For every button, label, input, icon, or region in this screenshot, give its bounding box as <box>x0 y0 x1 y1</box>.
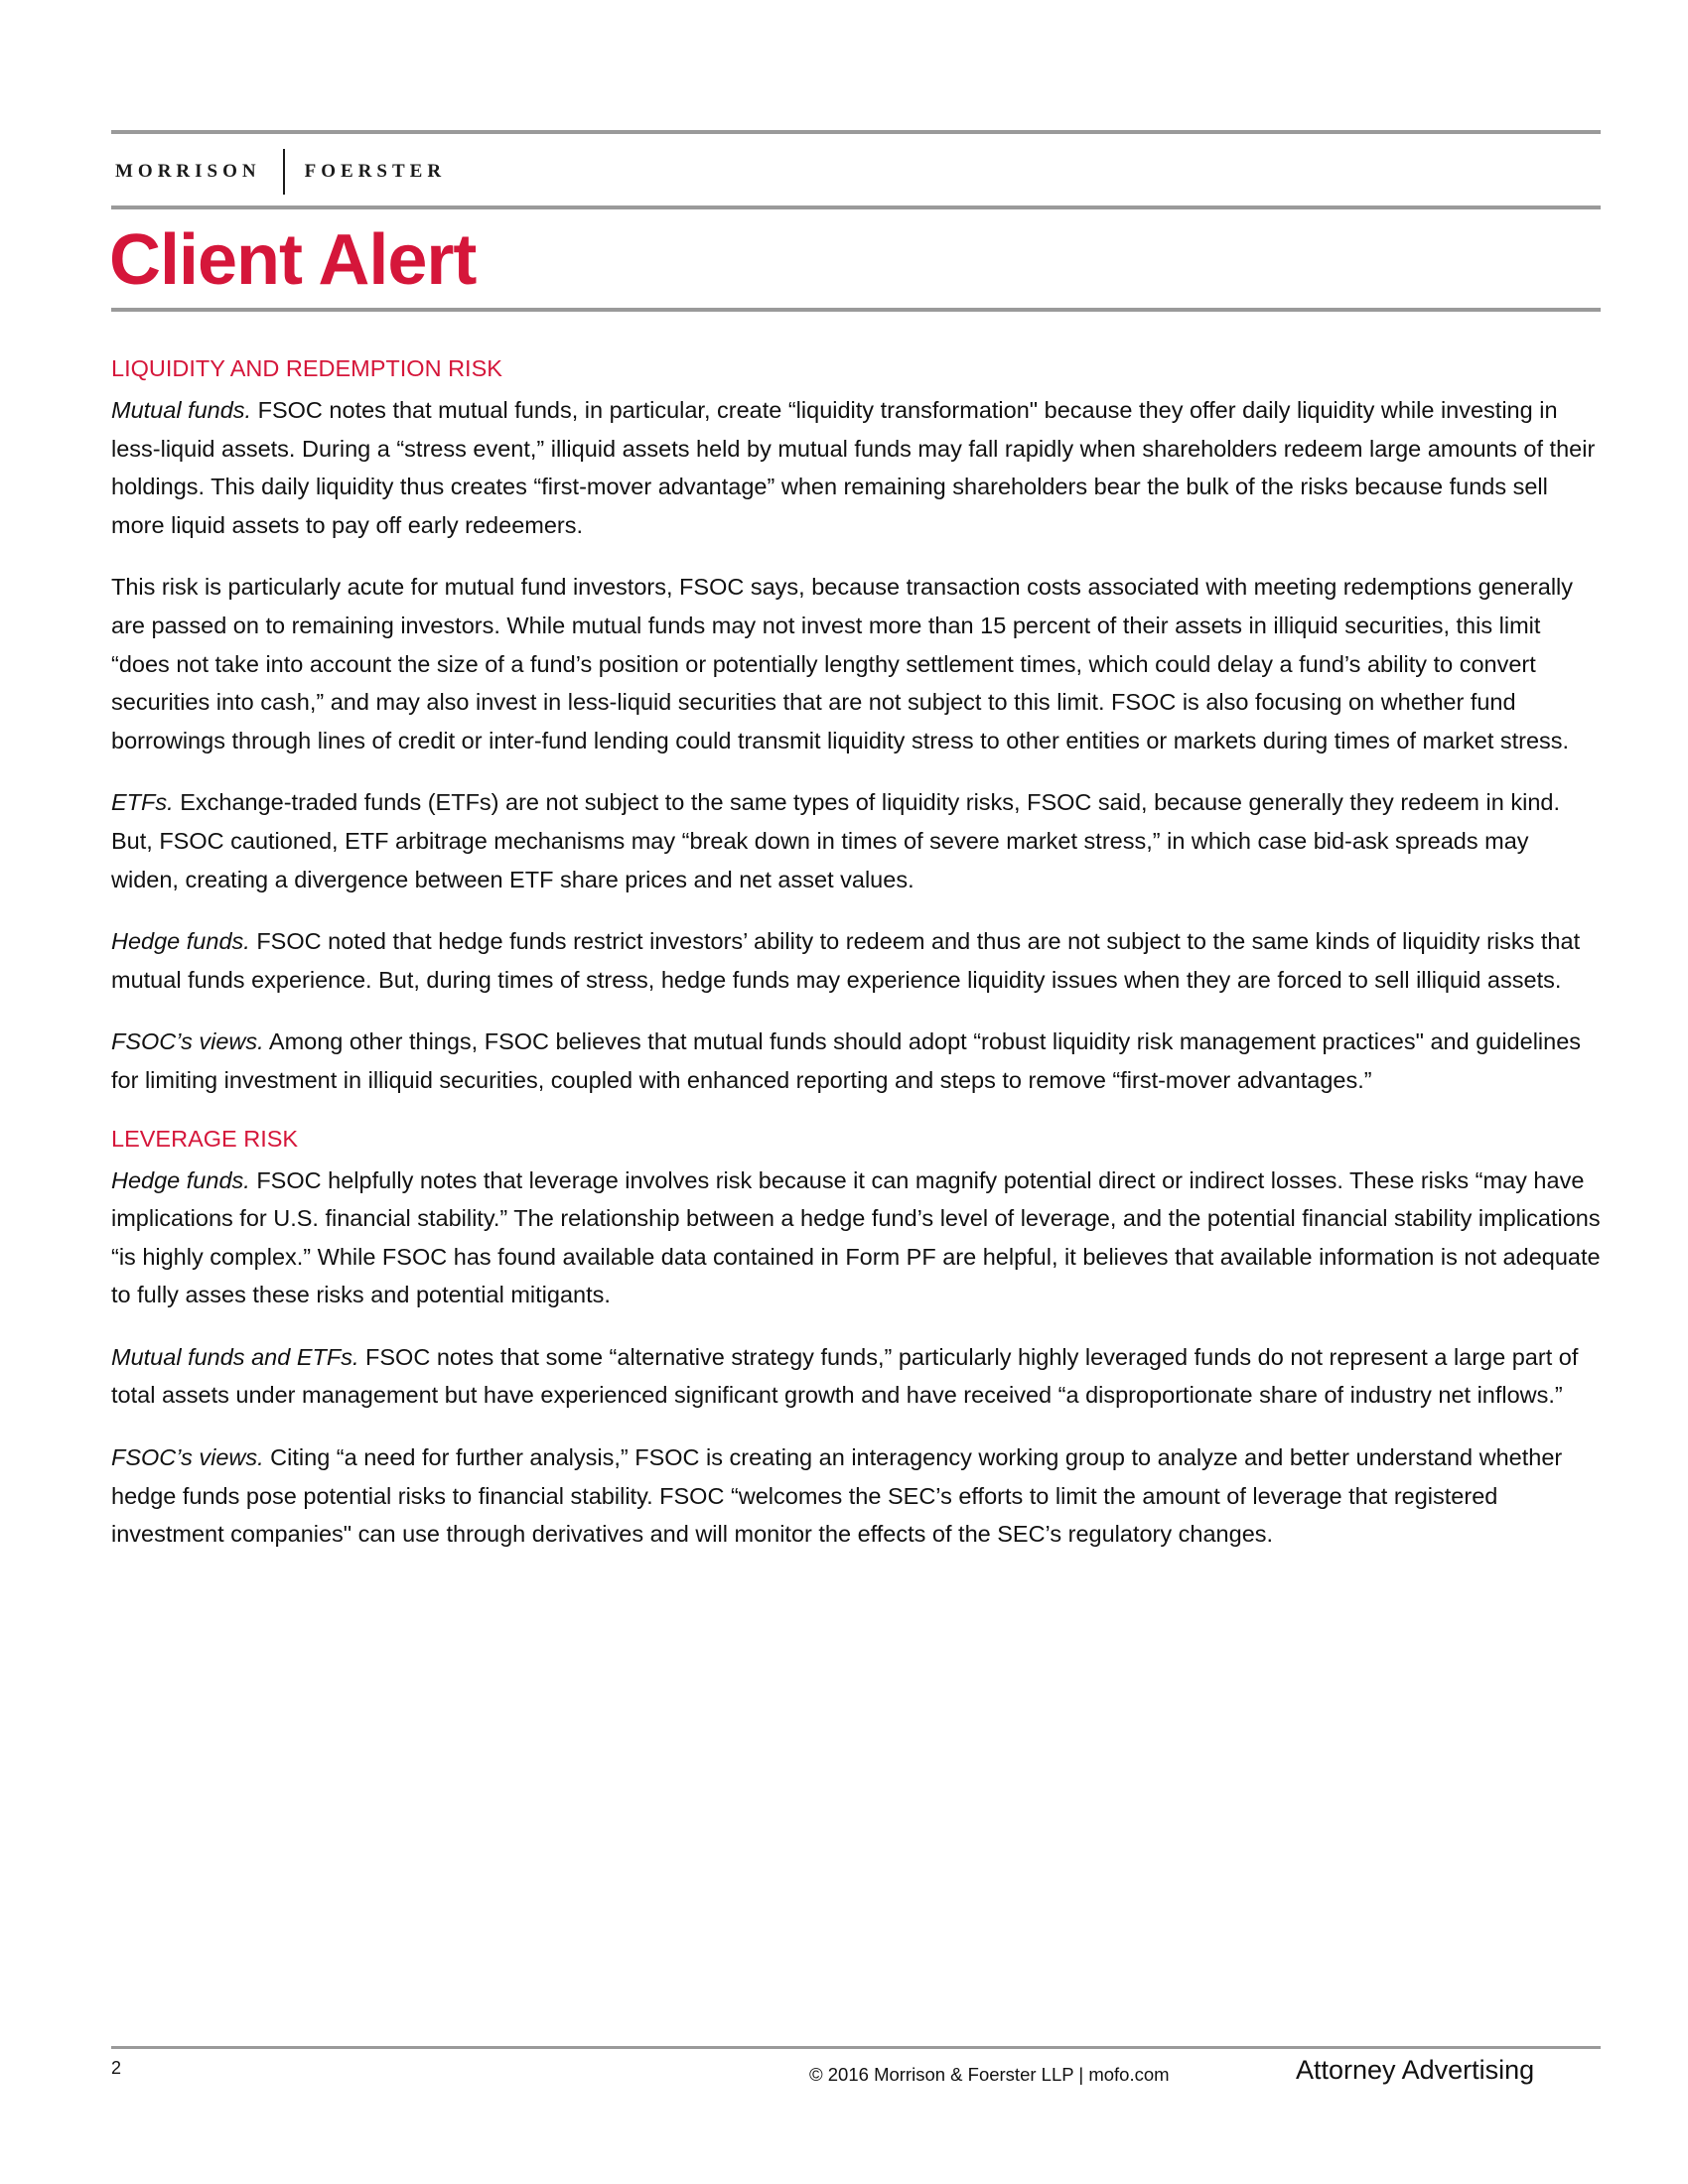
paragraph <box>111 568 1601 759</box>
paragraph-lead: Hedge funds. <box>111 1166 250 1193</box>
paragraph-lead: Mutual funds. <box>111 397 252 423</box>
header-rule-bottom <box>111 308 1601 312</box>
paragraph <box>111 1438 1601 1554</box>
paragraph-lead: ETFs. <box>111 789 174 816</box>
paragraph-text: Exchange-traded funds (ETFs) are not subject to the same types of liquidity risks, FSOC said, because generally they redeem in kind. But, FSOC cautioned, ETF arbitrage mechanisms may “break down in times of severe market stress,” in which case bid-ask spreads may widen, creating a divergence between ETF share prices and net asset values. <box>111 789 1560 892</box>
footer-attorney-advertising: Attorney Advertising <box>1296 2055 1535 2085</box>
logo-morrison: MORRISON <box>115 161 261 182</box>
paragraph-text: Citing “a need for further analysis,” FSOC is creating an interagency working group to analyze and better understand whether hedge funds pose potential risks to financial stability. FSOC “welcomes the SEC’s efforts to limit the amount of leverage that registered investment companies" can use through derivatives and will monitor the effects of the SEC’s regulatory changes. <box>111 1444 1563 1548</box>
footer-copyright: © 2016 Morrison & Foerster LLP | mofo.com <box>809 2064 1170 2085</box>
paragraph <box>111 922 1601 999</box>
paragraph-lead: Hedge funds. <box>111 928 250 955</box>
footer-rule <box>111 2046 1601 2049</box>
paragraph-text: Among other things, FSOC believes that mutual funds should adopt “robust liquidity risk management practices" and guidelines for limiting investment in illiquid securities, coupled with enhanced reporting and steps to remove “first-mover advantages.” <box>111 1028 1582 1093</box>
page-number: 2 <box>111 2058 122 2078</box>
section-heading-liquidity: LIQUIDITY AND REDEMPTION RISK <box>111 355 502 381</box>
paragraph-text: FSOC helpfully notes that leverage involves risk because it can magnify potential direct or indirect losses. These risks “may have implications for U.S. financial stability.” The relationship between a hedge fund’s level of leverage, and the potential financial stability implications “is highly complex.” While FSOC has found available data contained in Form PF are helpful, it believes that available information is not adequate to fully asses these risks and potential mitigants. <box>111 1166 1601 1308</box>
paragraph <box>111 391 1601 544</box>
section-heading-leverage: LEVERAGE RISK <box>111 1125 299 1152</box>
paragraph-text: FSOC notes that mutual funds, in particular, create “liquidity transformation" because they offer daily liquidity while investing in less-liquid assets. During a “stress event,” illiquid assets held by mutual funds may fall rapidly when shareholders redeem large amounts of their holdings. This daily liquidity thus creates “first-mover advantage” when remaining shareholders bear the bulk of the risks because funds sell more liquid assets to pay off early redeemers. <box>111 397 1596 538</box>
paragraph <box>111 1161 1601 1314</box>
paragraph-lead: FSOC’s views. <box>111 1444 264 1471</box>
page-title: Client Alert <box>109 220 477 300</box>
header-rule-middle <box>111 205 1601 209</box>
paragraph <box>111 1338 1601 1415</box>
paragraph <box>111 1023 1601 1099</box>
paragraph-text: FSOC notes that some “alternative strategy funds,” particularly highly leveraged funds do not represent a large part of total assets under management but have experienced significant growth and have received “a disproportionate share of industry net inflows.” <box>111 1343 1579 1409</box>
paragraph-lead: Mutual funds and ETFs. <box>111 1343 359 1370</box>
paragraph-text: This risk is particularly acute for mutual fund investors, FSOC says, because transaction costs associated with meeting redemptions generally are passed on to remaining investors. While mutual funds may not invest more than 15 percent of their assets in illiquid securities, this limit “does not take into account the size of a fund’s position or potentially lengthy settlement times, which could delay a fund’s ability to convert securities into cash,” and may also invest in less-liquid securities that are not subject to this limit. FSOC is also focusing on whether fund borrowings through lines of credit or inter-fund lending could transmit liquidity stress to other entities or markets during times of market stress. <box>111 574 1574 753</box>
paragraph-lead: FSOC’s views. <box>111 1028 264 1055</box>
paragraph <box>111 783 1601 898</box>
logo-foerster: FOERSTER <box>304 161 447 182</box>
paragraph-text: FSOC noted that hedge funds restrict investors’ ability to redeem and thus are not subject to the same kinds of liquidity risks that mutual funds experience. But, during times of stress, hedge funds may experience liquidity issues when they are forced to sell illiquid assets. <box>111 928 1581 993</box>
logo-divider <box>283 149 285 195</box>
firm-logo <box>115 147 446 197</box>
header-rule-top <box>111 130 1601 134</box>
document-body <box>111 353 1601 1577</box>
